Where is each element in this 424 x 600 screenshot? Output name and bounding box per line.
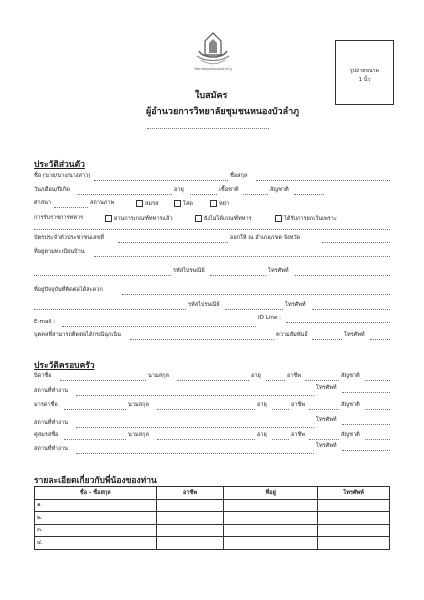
spouse-job-field[interactable] <box>309 439 339 440</box>
phone-cell[interactable] <box>318 537 390 550</box>
father-name-field[interactable] <box>60 380 146 381</box>
address-now-field[interactable] <box>122 294 390 295</box>
race-field[interactable] <box>243 194 268 195</box>
postcode2-field[interactable] <box>225 309 283 310</box>
spouse-workplace-label: สถานที่ทำงาน <box>34 446 68 452</box>
military-option-3[interactable]: ได้รับการยกเว้นเพราะ <box>275 215 337 223</box>
age-label: อายุ <box>174 187 184 193</box>
job-cell[interactable] <box>156 499 224 512</box>
photo-box[interactable] <box>335 40 394 105</box>
checkbox-icon <box>174 200 181 207</box>
surname-field[interactable] <box>256 180 390 181</box>
spouse-nationality-field[interactable] <box>365 439 390 440</box>
address-cell[interactable] <box>224 512 318 525</box>
mother-job-field[interactable] <box>309 409 339 410</box>
form-title: ใบสมัคร <box>195 91 228 101</box>
row-number[interactable]: ๓. <box>35 524 157 537</box>
dob-field[interactable] <box>77 194 172 195</box>
spouse-job-label: อาชีพ <box>291 432 305 438</box>
job-cell[interactable] <box>156 524 224 537</box>
father-nationality-field[interactable] <box>365 380 390 381</box>
mother-surname-field[interactable] <box>157 409 255 410</box>
relation-label: ความสัมพันธ์ <box>276 332 308 338</box>
marital-option-1[interactable]: สมรส <box>136 200 159 208</box>
mother-phone-field[interactable] <box>342 424 390 425</box>
address-reg-label: ที่อยู่ตามทะเบียนบ้าน <box>34 249 85 255</box>
spouse-age-label: อายุ <box>257 432 267 438</box>
address-now-field-2[interactable] <box>34 309 186 310</box>
family-heading: ประวัติครอบครัว <box>34 361 95 371</box>
address-now-label: ที่อยู่ปัจจุบันที่ติดต่อได้สะดวก <box>34 287 103 293</box>
mother-workplace-label: สถานที่ทำงาน <box>34 420 68 426</box>
father-phone-label: โทรศัพท์ <box>316 385 337 391</box>
row-number[interactable]: ๒. <box>35 512 157 525</box>
name-label: ชื่อ (นาย/นาง/นางสาว) <box>34 173 91 179</box>
phone3-field[interactable] <box>370 339 390 340</box>
job-cell[interactable] <box>156 512 224 525</box>
checkbox-icon <box>136 200 143 207</box>
father-job-field[interactable] <box>305 380 339 381</box>
table-header-row <box>35 487 390 500</box>
column-header: อาชีพ <box>156 487 224 500</box>
mother-phone-label: โทรศัพท์ <box>316 417 337 423</box>
military-reason-field[interactable] <box>34 229 390 230</box>
address-cell[interactable] <box>224 499 318 512</box>
column-header: ที่อยู่ <box>224 487 318 500</box>
military-label: การรับราชการทหาร <box>34 215 84 221</box>
address-reg-field-2[interactable] <box>34 275 171 276</box>
emergency-label: บุคคลที่สามารถติดต่อได้กรณีฉุกเฉิน <box>34 332 121 338</box>
postcode-label: รหัสไปรษณีย์ <box>173 268 205 274</box>
mother-workplace-field[interactable] <box>76 427 314 428</box>
column-header: โทรศัพท์ <box>318 487 390 500</box>
spouse-surname-field[interactable] <box>157 439 255 440</box>
spouse-surname-label: นามสกุล <box>128 432 149 438</box>
relation-field[interactable] <box>312 339 342 340</box>
college-logo <box>193 29 233 73</box>
father-surname-label: นามสกุล <box>148 373 169 379</box>
marital-option-3[interactable]: หย่า <box>210 200 229 208</box>
mother-job-label: อาชีพ <box>291 402 305 408</box>
phone-label: โทรศัพท์ <box>268 268 289 274</box>
marital-label: สถานภาพ <box>90 200 115 206</box>
table-row[interactable] <box>35 524 390 537</box>
religion-label: ศาสนา <box>34 200 52 206</box>
mother-label: มารดาชื่อ <box>34 402 58 408</box>
row-number[interactable]: ๑. <box>35 499 157 512</box>
religion-field[interactable] <box>54 207 88 208</box>
spouse-workplace-field[interactable] <box>76 453 314 454</box>
subtitle-dotline[interactable] <box>147 128 269 129</box>
mother-age-label: อายุ <box>257 402 267 408</box>
spouse-phone-label: โทรศัพท์ <box>316 443 337 449</box>
form-subtitle: ผู้อำนวยการวิทยาลัยชุมชนหนองบัวลำภู <box>146 107 300 117</box>
father-label: บิดาชื่อ <box>34 373 52 379</box>
column-header: ชื่อ - ชื่อสกุล <box>35 487 157 500</box>
checkbox-icon <box>275 215 282 222</box>
line-field[interactable] <box>286 322 390 323</box>
idcard-label: บัตรประจำตัวประชาชนเลขที่ <box>34 235 104 241</box>
race-label: เชื้อชาติ <box>219 187 239 193</box>
nationality-field[interactable] <box>294 194 324 195</box>
issued-field[interactable] <box>322 242 390 243</box>
father-surname-field[interactable] <box>177 380 249 381</box>
line-label: ID Line : <box>258 315 282 321</box>
checkbox-icon <box>105 215 112 222</box>
siblings-heading: รายละเอียดเกี่ยวกับพี่น้องของท่าน <box>34 476 157 486</box>
name-field[interactable] <box>94 180 228 181</box>
mother-name-field[interactable] <box>64 409 126 410</box>
table-row[interactable] <box>35 499 390 512</box>
address-reg-field[interactable] <box>94 256 390 257</box>
postcode2-label: รหัสไปรษณีย์ <box>188 302 220 308</box>
mother-age-field[interactable] <box>272 409 289 410</box>
mother-surname-label: นามสกุล <box>128 402 149 408</box>
father-age-label: อายุ <box>251 373 261 379</box>
father-job-label: อาชีพ <box>287 373 301 379</box>
spouse-label: คู่สมรสชื่อ <box>34 432 59 438</box>
logo-caption: วิทยาลัยชุมชนหนองบัวลำภู <box>194 67 232 71</box>
mother-nationality-label: สัญชาติ <box>341 402 360 408</box>
checkbox-icon <box>210 200 217 207</box>
phone3-label: โทรศัพท์ <box>344 332 365 338</box>
nationality-label: สัญชาติ <box>270 187 289 193</box>
military-option-1[interactable]: ผ่านการเกณฑ์ทหารแล้ว <box>105 215 173 223</box>
idcard-field[interactable] <box>118 242 228 243</box>
surname-label: ชื่อสกุล <box>230 173 248 179</box>
spouse-name-field[interactable] <box>64 439 126 440</box>
age-field[interactable] <box>190 194 217 195</box>
marital-option-2[interactable]: โสด <box>174 200 193 208</box>
phone-field[interactable] <box>295 275 390 276</box>
email-field[interactable] <box>62 326 256 327</box>
photo-label-size: รูปถ่ายขนาด <box>349 68 380 74</box>
siblings-table <box>34 486 390 550</box>
postcode-field[interactable] <box>210 275 266 276</box>
address-cell[interactable] <box>224 537 318 550</box>
father-workplace-label: สถานที่ทำงาน <box>34 388 68 394</box>
spouse-nationality-label: สัญชาติ <box>341 432 360 438</box>
checkbox-icon <box>195 215 202 222</box>
table-row[interactable] <box>35 537 390 550</box>
address-cell[interactable] <box>224 524 318 537</box>
dob-label: วัน/เดือน/ปีเกิด <box>34 187 70 193</box>
row-number[interactable]: ๔. <box>35 537 157 550</box>
job-cell[interactable] <box>156 537 224 550</box>
phone2-label: โทรศัพท์ <box>285 302 306 308</box>
email-label: E-mail : <box>34 319 56 325</box>
phone2-field[interactable] <box>312 309 390 310</box>
emergency-field[interactable] <box>130 339 274 340</box>
phone-cell[interactable] <box>318 499 390 512</box>
spouse-age-field[interactable] <box>272 439 289 440</box>
photo-label-inch: 1 นิ้ว <box>358 77 371 83</box>
table-row[interactable] <box>35 512 390 525</box>
issued-label: ออกให้ ณ อำเภอ/เขต จังหวัด <box>230 235 301 241</box>
military-option-2[interactable]: ยังไม่ได้เกณฑ์ทหาร <box>195 215 252 223</box>
phone-cell[interactable] <box>318 524 390 537</box>
phone-cell[interactable] <box>318 512 390 525</box>
mother-nationality-field[interactable] <box>365 409 390 410</box>
spouse-phone-field[interactable] <box>342 450 390 451</box>
father-age-field[interactable] <box>266 380 285 381</box>
father-phone-field[interactable] <box>342 392 390 393</box>
father-nationality-label: สัญชาติ <box>341 373 360 379</box>
personal-heading: ประวัติส่วนตัว <box>34 160 85 170</box>
father-workplace-field[interactable] <box>76 395 314 396</box>
